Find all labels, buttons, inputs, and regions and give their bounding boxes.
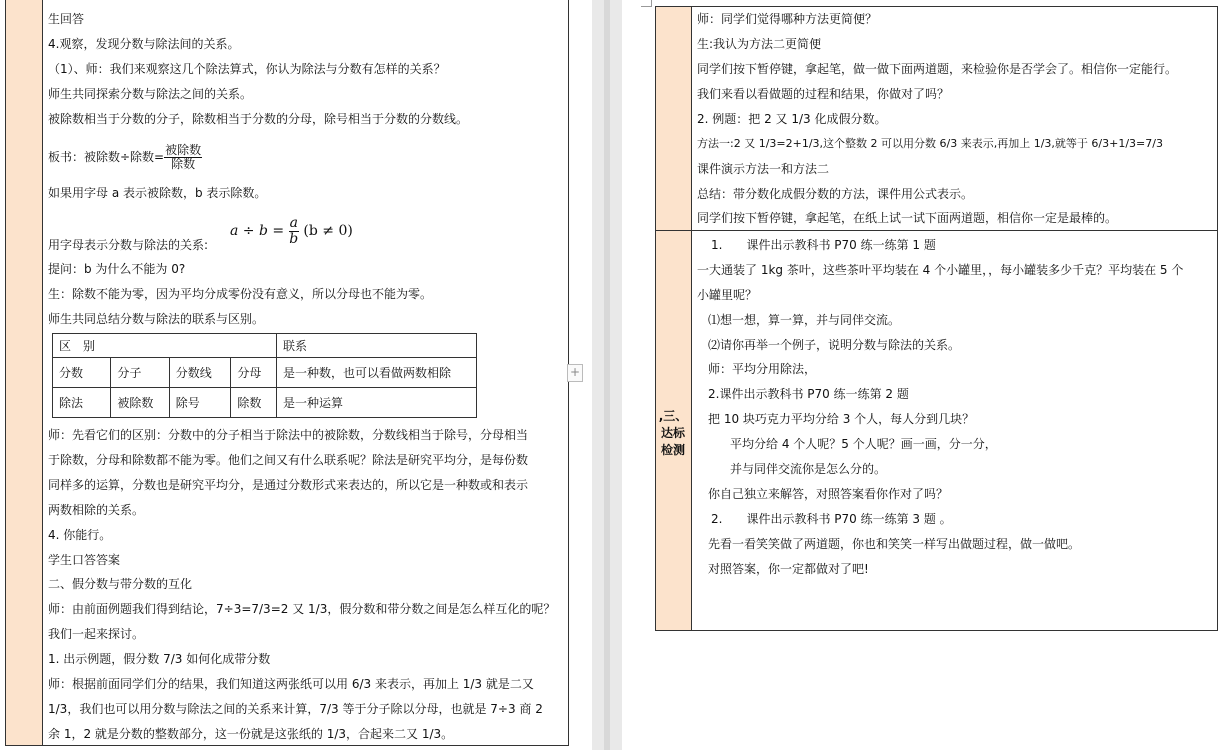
left-page [0,0,592,750]
text-line: 4. 你能行。 [48,528,112,542]
table-cell: 除数 [231,388,277,418]
text-line: 2. 课件出示教科书 P70 练一练第 3 题 。 [711,512,952,526]
text-line: 于除数，分母和除数都不能为零。他们之间又有什么联系呢？除法是研究平均分，是每份数 [48,453,529,467]
table-cell: 分数线 [169,358,231,388]
text-line: 师：同学们觉得哪种方法更简便？ [697,12,878,26]
expand-plus-icon[interactable]: + [567,364,583,382]
text-line: 师：平均分用除法， [708,362,817,376]
text-line: 把 10 块巧克力平均分给 3 个人，每人分到几块？ [708,412,975,426]
table-row [53,388,477,418]
formula-left: a ÷ b = [230,223,285,239]
table-cell: 除法 [53,388,111,418]
board-fraction [164,144,202,171]
table-cell: 是一种运算 [277,388,477,418]
text-line: 被除数相当于分数的分子，除数相当于分数的分母，除号相当于分数的分数线。 [48,112,469,126]
right-row-separator [655,230,1218,231]
text-line: 师生共同探索分数与除法之间的关系。 [48,87,253,101]
text-line: 并与同伴交流你是怎么分的。 [730,462,887,476]
table-cell: 分子 [111,358,169,388]
table-cell: 被除数 [111,388,169,418]
comparison-table [52,333,477,418]
text-line: 1. 课件出示教科书 P70 练一练第 1 题 [711,238,936,252]
page-corner-mark [641,0,652,7]
text-line: 如果用字母 a 表示被除数，b 表示除数。 [48,186,267,200]
table-cell: 联系 [277,334,477,358]
table-row [53,334,477,358]
text-line: 方法一:2 又 1/3=2+1/3,这个整数 2 可以用分数 6/3 来表示,再加上 1/3,就等于 6/3+1/3=7/3 [697,137,1163,150]
board-writing [48,142,202,172]
text-line: 对照答案，你一定都做对了吧! [708,562,869,576]
section-label-line: 检测 [660,443,685,457]
right-label-column [655,6,691,631]
text-line: 同学们按下暂停键，拿起笔，做一做下面两道题，来检验你是否学会了。相信你一定能行。 [697,62,1178,76]
right-table-divider [691,6,692,631]
text-line: 同学们按下暂停键，拿起笔，在纸上试一试下面两道题，相信你一定是最棒的。 [697,211,1118,225]
text-line: 师生共同总结分数与除法的联系与区别。 [48,312,265,326]
text-line: （1）、师：我们来观察这几个除法算式，你认为除法与分数有怎样的关系？ [48,62,446,76]
section-label-line: 达标 [660,426,685,440]
table-cell: 分母 [231,358,277,388]
table-cell: 区 别 [53,334,277,358]
text-line: 生回答 [48,12,85,26]
text-line: 总结：带分数化成假分数的方法，课件用公式表示。 [697,187,974,201]
text-line: 我们一起来探讨。 [48,627,145,641]
table-cell: 分数 [53,358,111,388]
right-page [622,0,1226,750]
formula-condition: (b ≠ 0) [303,223,353,239]
text-line: 同样多的运算，分数也是研究平均分，是通过分数形式来表达的，所以它是一种数或和表示 [48,478,529,492]
text-line: 课件演示方法一和方法二 [697,162,830,176]
table-row [53,358,477,388]
text-line: 生:我认为方法二更简便 [697,37,822,51]
text-line: 1/3，我们也可以用分数与除法之间的关系来计算，7/3 等于分子除以分母，也就是 7÷3 商 2 [48,702,543,716]
right-table-border-left [655,6,656,631]
board-prefix: 板书：被除数÷除数= [48,150,165,164]
board-denominator: 除数 [171,157,196,171]
text-line: 平均分给 4 个人呢？5 个人呢？画一画，分一分， [730,437,997,451]
text-line: 师：根据前面同学们分的结果，我们知道这两张纸可以用 6/3 来表示，再加上 1/3 就是二又 [48,677,534,691]
right-table-border-top [655,6,1218,7]
text-line: 我们来看以看做题的过程和结果，你做对了吗？ [697,87,950,101]
page-divider [604,0,610,750]
right-table-border-bottom [655,630,1218,631]
text-line: 学生口答答案 [48,553,121,567]
text-line: 提问：b 为什么不能为 0? [48,262,186,276]
text-line: 2.课件出示教科书 P70 练一练第 2 题 [708,387,909,401]
text-line: 先看一看笑笑做了两道题，你也和笑笑一样写出做题过程，做一做吧。 [708,537,1081,551]
text-line: 生：除数不能为零，因为平均分成零份没有意义，所以分母也不能为零。 [48,287,433,301]
table-cell: 除号 [169,388,231,418]
text-line: 一大通装了 1kg 茶叶，这些茶叶平均装在 4 个小罐里，，每小罐装多少千克？平均装在 5 个 [697,263,1184,277]
left-table-divider [42,0,43,746]
text-line: 余 1，2 就是分数的整数部分，这一份就是这张纸的 1/3，合起来二又 1/3。 [48,727,454,741]
formula-label: 用字母表示分数与除法的关系: [48,238,209,252]
board-numerator: 被除数 [165,143,202,157]
text-line: ⑴想一想，算一算，并与同伴交流。 [708,313,901,327]
text-line: 4.观察，发现分数与除法间的关系。 [48,37,240,51]
text-line: 二、假分数与带分数的互化 [48,577,193,591]
left-table-border-bottom [5,745,569,746]
formula-numerator: a [289,214,298,231]
text-line: 你自己独立来解答，对照答案看你作对了吗？ [708,487,949,501]
text-line: ⑵请你再举一个例子，说明分数与除法的关系。 [708,338,961,352]
text-line: 两数相除的关系。 [48,503,145,517]
section-label-line: ,三、 [658,409,688,423]
left-label-column [5,0,42,746]
formula [230,215,353,247]
text-line: 小罐里呢？ [697,288,758,302]
right-table-border-right [1217,6,1218,631]
text-line: 2. 例题：把 2 又 1/3 化成假分数。 [697,112,887,126]
section-label [655,408,691,459]
formula-fraction [289,216,299,247]
text-line: 师：由前面例题我们得到结论，7÷3=7/3=2 又 1/3，假分数和带分数之间是怎么样互化的呢？ [48,602,556,616]
text-line: 师：先看它们的区别：分数中的分子相当于除法中的被除数，分数线相当于除号，分母相当 [48,428,529,442]
text-line: 1. 出示例题，假分数 7/3 如何化成带分数 [48,652,271,666]
table-cell: 是一种数，也可以看做两数相除 [277,358,477,388]
formula-denominator: b [289,230,299,247]
left-table-border-left [5,0,6,746]
